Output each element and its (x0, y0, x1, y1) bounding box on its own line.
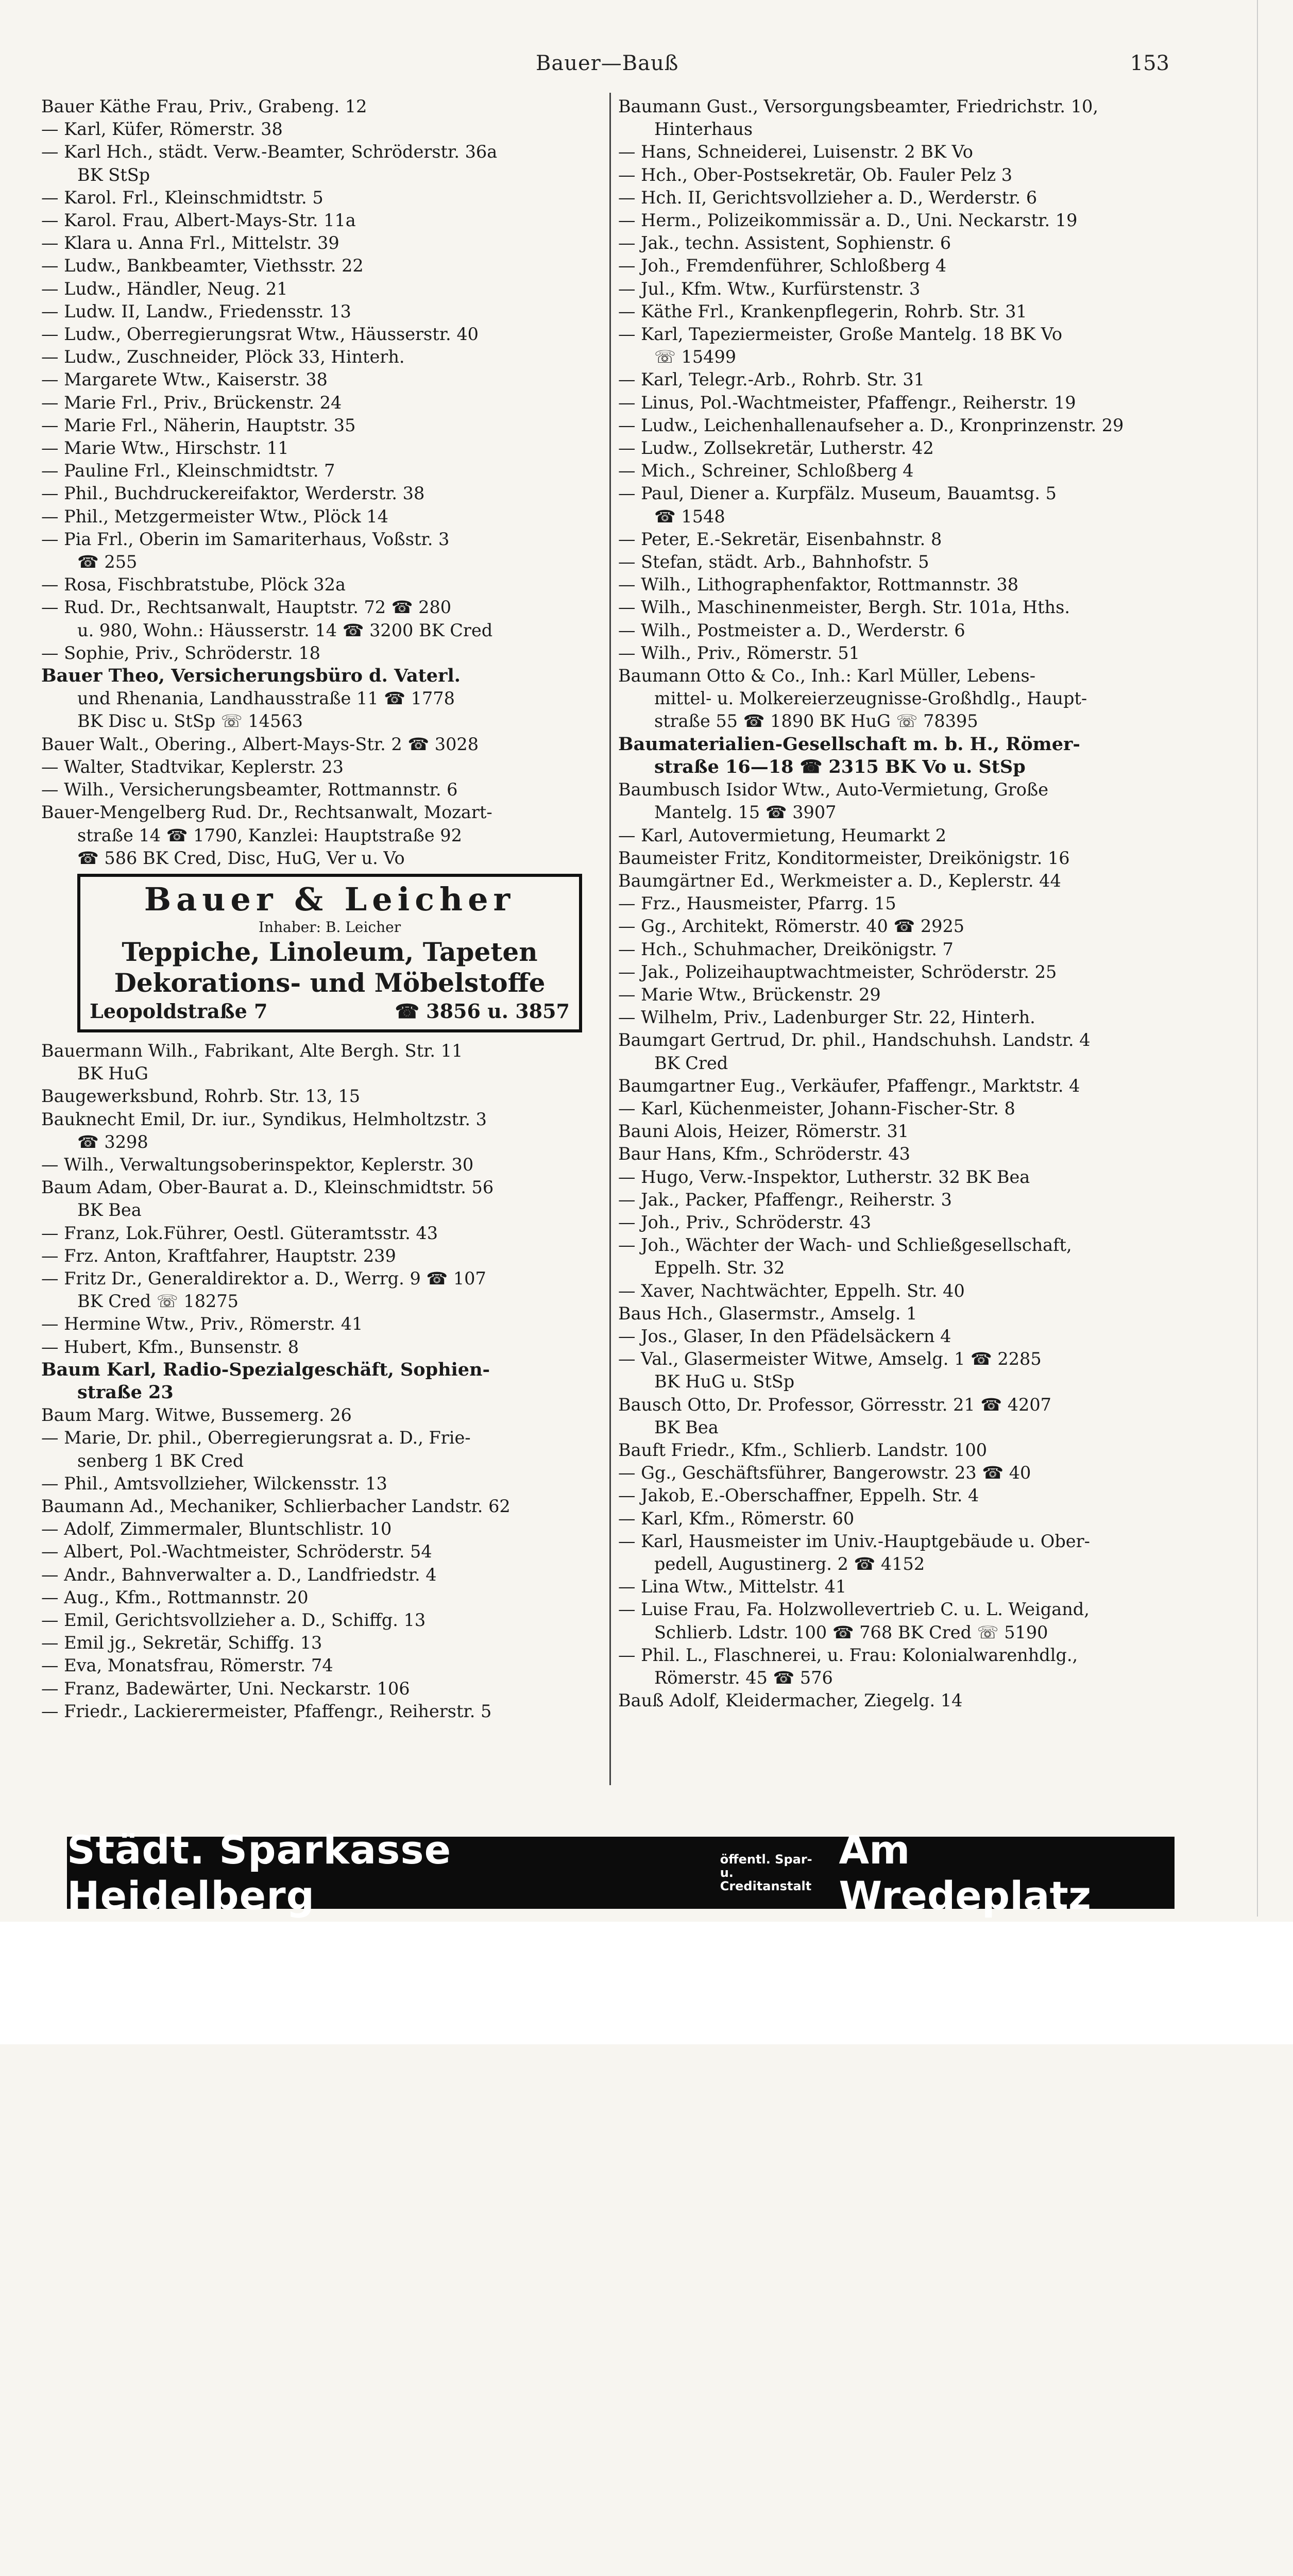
directory-entry: — Hubert, Kfm., Bunsenstr. 8 (41, 1336, 299, 1357)
directory-entry: — Wilh., Lithographenfaktor, Rottmannstr. 38 (618, 574, 1019, 595)
directory-entry: BK Cred ☏ 18275 (77, 1291, 239, 1312)
directory-entry: — Klara u. Anna Frl., Mittelstr. 39 (41, 233, 339, 253)
directory-entry: Baumann Otto & Co., Inh.: Karl Müller, Lebens- (618, 666, 1036, 686)
directory-entry: — Herm., Polizeikommissär a. D., Uni. Neckarstr. 19 (618, 210, 1078, 231)
directory-entry: — Karl, Küchenmeister, Johann-Fischer-Str. 8 (618, 1098, 1015, 1118)
directory-entry: Baumeister Fritz, Konditormeister, Dreikönigstr. 16 (618, 848, 1070, 868)
directory-entry: Baumbusch Isidor Wtw., Auto-Vermietung, Große (618, 779, 1049, 800)
directory-entry: — Fritz Dr., Generaldirektor a. D., Werrg. 9 ☎ 107 (41, 1268, 486, 1289)
directory-entry: — Hch. II, Gerichtsvollzieher a. D., Werderstr. 6 (618, 187, 1037, 208)
directory-entry: — Frz., Hausmeister, Pfarrg. 15 (618, 893, 896, 914)
directory-entry: ☎ 586 BK Cred, Disc, HuG, Ver u. Vo (77, 848, 405, 868)
left-column (41, 95, 587, 1723)
directory-entry: — Jul., Kfm. Wtw., Kurfürstenstr. 3 (618, 278, 921, 299)
directory-entry: — Phil., Buchdruckereifaktor, Werderstr. 38 (41, 483, 425, 504)
advertisement-bauer-leicher (77, 874, 582, 1032)
directory-entry: BK Bea (654, 1417, 719, 1437)
ad-title: Bauer & Leicher (144, 880, 516, 918)
directory-entry: BK StSp (77, 164, 150, 185)
footer (0, 1922, 1293, 2044)
directory-entry: Baum Adam, Ober-Baurat a. D., Kleinschmidtstr. 56 (41, 1177, 494, 1198)
directory-entry: senberg 1 BK Cred (77, 1450, 244, 1471)
directory-entry: Baumgart Gertrud, Dr. phil., Handschuhsh. Landstr. 4 (618, 1030, 1091, 1050)
directory-entry: — Ludw., Leichenhallenaufseher a. D., Kronprinzenstr. 29 (618, 415, 1124, 435)
directory-entry: — Wilh., Postmeister a. D., Werderstr. 6 (618, 620, 965, 640)
directory-entry: — Karl, Telegr.-Arb., Rohrb. Str. 31 (618, 369, 925, 390)
directory-entry: — Karl, Autovermietung, Heumarkt 2 (618, 825, 947, 845)
directory-entry: Bauer-Mengelberg Rud. Dr., Rechtsanwalt, Mozart- (41, 802, 492, 823)
directory-entry: — Pauline Frl., Kleinschmidtstr. 7 (41, 461, 335, 481)
directory-entry: — Ludw. II, Landw., Friedensstr. 13 (41, 301, 351, 321)
directory-entry: Bauer Käthe Frau, Priv., Grabeng. 12 (41, 96, 367, 116)
directory-entry: pedell, Augustinerg. 2 ☎ 4152 (654, 1554, 925, 1574)
directory-entry: — Ludw., Zuschneider, Plöck 33, Hinterh. (41, 347, 405, 367)
directory-entry: — Karl, Hausmeister im Univ.-Hauptgebäude u. Ober- (618, 1531, 1090, 1551)
directory-entry: Mantelg. 15 ☎ 3907 (654, 802, 837, 823)
directory-entry: — Phil. L., Flaschnerei, u. Frau: Kolonialwarenhdlg., (618, 1645, 1078, 1665)
left-entries-bottom (41, 1040, 587, 1723)
directory-entry: Bauermann Wilh., Fabrikant, Alte Bergh. Str. 11 (41, 1040, 463, 1061)
directory-entry: — Joh., Fremdenführer, Schloßberg 4 (618, 256, 947, 276)
directory-entry: BK Cred (654, 1053, 728, 1073)
directory-entry: — Wilh., Verwaltungsoberinspektor, Keplerstr. 30 (41, 1154, 474, 1175)
directory-entry: — Phil., Metzgermeister Wtw., Plöck 14 (41, 506, 388, 527)
directory-entry: — Jak., Polizeihauptwachtmeister, Schröderstr. 25 (618, 961, 1057, 982)
directory-entry: — Marie, Dr. phil., Oberregierungsrat a. D., Frie- (41, 1428, 471, 1448)
bank-name: Städt. Sparkasse Heidelberg (67, 1827, 452, 1919)
directory-entry: Baumgartner Eug., Verkäufer, Pfaffengr., Marktstr. 4 (618, 1075, 1080, 1096)
left-entries-top (41, 95, 587, 870)
directory-entry: Hinterhaus (654, 119, 753, 140)
ad-footer (86, 998, 574, 1024)
directory-entry: — Emil, Gerichtsvollzieher a. D., Schiffg. 13 (41, 1609, 426, 1630)
bank-subtitle (720, 1853, 830, 1893)
directory-entry: Römerstr. 45 ☎ 576 (654, 1668, 833, 1688)
directory-entry: — Joh., Priv., Schröderstr. 43 (618, 1212, 872, 1232)
directory-entry: u. 980, Wohn.: Häusserstr. 14 ☎ 3200 BK Cred (77, 620, 493, 640)
directory-entry: Bauer Walt., Obering., Albert-Mays-Str. 2 ☎ 3028 (41, 734, 479, 754)
directory-entry: Baumann Gust., Versorgungsbeamter, Friedrichstr. 10, (618, 96, 1098, 116)
directory-entry: — Marie Frl., Priv., Brückenstr. 24 (41, 392, 342, 413)
directory-entry: — Margarete Wtw., Kaiserstr. 38 (41, 369, 328, 390)
directory-entry: — Ludw., Bankbeamter, Viethsstr. 22 (41, 256, 364, 276)
ad-address: Leopoldstraße 7 (90, 999, 268, 1023)
directory-entry: — Linus, Pol.-Wachtmeister, Pfaffengr., Reiherstr. 19 (618, 392, 1076, 413)
directory-entry: Bauknecht Emil, Dr. iur., Syndikus, Helmholtzstr. 3 (41, 1109, 487, 1129)
directory-entry: — Jakob, E.-Oberschaffner, Eppelh. Str. 4 (618, 1485, 979, 1506)
page-number: 153 (1130, 52, 1169, 75)
directory-entry: — Hermine Wtw., Priv., Römerstr. 41 (41, 1314, 363, 1334)
directory-entry: — Hch., Ober-Postsekretär, Ob. Fauler Pelz 3 (618, 164, 1013, 185)
directory-entry: BK HuG (77, 1063, 148, 1084)
directory-entry: — Xaver, Nachtwächter, Eppelh. Str. 40 (618, 1280, 965, 1301)
directory-entry: — Walter, Stadtvikar, Keplerstr. 23 (41, 756, 344, 777)
directory-entry: — Pia Frl., Oberin im Samariterhaus, Voßstr. 3 (41, 529, 450, 549)
directory-entry: — Käthe Frl., Krankenpflegerin, Rohrb. Str. 31 (618, 301, 1027, 321)
directory-entry: — Rud. Dr., Rechtsanwalt, Hauptstr. 72 ☎ 280 (41, 597, 452, 618)
bank-advertisement-banner (67, 1827, 1175, 1919)
directory-entry: — Karl, Küfer, Römerstr. 38 (41, 119, 283, 140)
directory-entry: — Gg., Geschäftsführer, Bangerowstr. 23 ☎ 40 (618, 1463, 1031, 1483)
directory-entry: Baumgärtner Ed., Werkmeister a. D., Keplerstr. 44 (618, 870, 1061, 891)
directory-entry: Baumann Ad., Mechaniker, Schlierbacher Landstr. 62 (41, 1496, 511, 1516)
directory-entry: — Mich., Schreiner, Schloßberg 4 (618, 461, 914, 481)
directory-entry: — Lina Wtw., Mittelstr. 41 (618, 1577, 847, 1597)
directory-entry: BK HuG u. StSp (654, 1371, 795, 1392)
directory-entry: — Frz. Anton, Kraftfahrer, Hauptstr. 239 (41, 1245, 396, 1266)
directory-entry: Bausch Otto, Dr. Professor, Görresstr. 21 ☎ 4207 (618, 1394, 1051, 1415)
directory-entry: Baugewerksbund, Rohrb. Str. 13, 15 (41, 1086, 361, 1107)
ad-line-fabrics: Dekorations- und Möbelstoffe (114, 967, 546, 998)
directory-entry: — Jak., Packer, Pfaffengr., Reiherstr. 3 (618, 1189, 952, 1210)
directory-entry: Baus Hch., Glasermstr., Amselg. 1 (618, 1303, 917, 1324)
directory-entry: — Joh., Wächter der Wach- und Schließgesellschaft, (618, 1235, 1072, 1256)
directory-entry: — Karl Hch., städt. Verw.-Beamter, Schröderstr. 36a (41, 142, 498, 162)
directory-entry: — Wilh., Maschinenmeister, Bergh. Str. 101a, Hths. (618, 597, 1070, 618)
directory-entry: — Marie Wtw., Brückenstr. 29 (618, 984, 881, 1005)
directory-entry: — Eva, Monatsfrau, Römerstr. 74 (41, 1655, 333, 1676)
column-divider (609, 93, 611, 1785)
directory-entry: — Karol. Frau, Albert-Mays-Str. 11a (41, 210, 356, 231)
directory-entry: und Rhenania, Landhausstraße 11 ☎ 1778 (77, 688, 455, 709)
directory-entry: straße 55 ☎ 1890 BK HuG ☏ 78395 (654, 711, 978, 732)
page-header (536, 52, 1169, 82)
page-title: Bauer—Bauß (536, 52, 679, 75)
directory-entry: ☏ 15499 (654, 347, 737, 367)
directory-entry: — Jos., Glaser, In den Pfädelsäckern 4 (618, 1326, 951, 1346)
directory-entry: BK Disc u. StSp ☏ 14563 (77, 711, 303, 732)
directory-entry: — Franz, Lok.Führer, Oestl. Güteramtsstr. 43 (41, 1223, 438, 1243)
directory-entry: — Hugo, Verw.-Inspektor, Lutherstr. 32 BK Bea (618, 1166, 1030, 1187)
bank-subtitle-line2: Creditanstalt (720, 1879, 812, 1893)
directory-entry: — Karl, Kfm., Römerstr. 60 (618, 1508, 855, 1529)
directory-entry: — Karl, Tapeziermeister, Große Mantelg. 18 BK Vo (618, 324, 1063, 345)
directory-entry: — Adolf, Zimmermaler, Bluntschlistr. 10 (41, 1519, 392, 1539)
directory-entry: — Luise Frau, Fa. Holzwollevertrieb C. u. L. Weigand, (618, 1599, 1090, 1620)
directory-entry: — Val., Glasermeister Witwe, Amselg. 1 ☎ 2285 (618, 1349, 1042, 1369)
directory-entry: Baum Marg. Witwe, Bussemerg. 26 (41, 1405, 352, 1426)
page-edge-rule (1257, 0, 1258, 1917)
directory-entry: mittel- u. Molkereierzeugnisse-Großhdlg., Haupt- (654, 688, 1087, 709)
directory-entry: Bauer Theo, Versicherungsbüro d. Vaterl. (41, 665, 461, 687)
directory-entry: ☎ 3298 (77, 1131, 148, 1152)
directory-entry: — Sophie, Priv., Schröderstr. 18 (41, 642, 320, 663)
directory-entry: — Jak., techn. Assistent, Sophienstr. 6 (618, 233, 951, 253)
ad-line-products: Teppiche, Linoleum, Tapeten (122, 936, 538, 967)
directory-entry: — Wilh., Priv., Römerstr. 51 (618, 642, 860, 663)
directory-entry: — Aug., Kfm., Rottmannstr. 20 (41, 1587, 309, 1607)
directory-entry: — Franz, Badewärter, Uni. Neckarstr. 106 (41, 1678, 410, 1699)
directory-entry: — Wilh., Versicherungsbeamter, Rottmannstr. 6 (41, 779, 458, 800)
directory-entry: Baum Karl, Radio-Spezialgeschäft, Sophien- (41, 1359, 490, 1380)
right-entries (618, 95, 1180, 1712)
directory-entry: — Peter, E.-Sekretär, Eisenbahnstr. 8 (618, 529, 942, 549)
directory-entry: Baur Hans, Kfm., Schröderstr. 43 (618, 1144, 910, 1164)
bank-subtitle-line1: öffentl. Spar- u. (720, 1852, 812, 1880)
directory-entry: — Phil., Amtsvollzieher, Wilckensstr. 13 (41, 1473, 387, 1494)
directory-entry: — Hans, Schneiderei, Luisenstr. 2 BK Vo (618, 142, 973, 162)
directory-entry: — Gg., Architekt, Römerstr. 40 ☎ 2925 (618, 916, 965, 937)
directory-entry: Eppelh. Str. 32 (654, 1258, 785, 1278)
directory-entry: ☎ 255 (77, 552, 138, 572)
right-column (618, 95, 1180, 1712)
bank-location: Am Wredeplatz (839, 1827, 1092, 1919)
directory-entry: Bauft Friedr., Kfm., Schlierb. Landstr. 100 (618, 1439, 988, 1460)
directory-entry: — Paul, Diener a. Kurpfälz. Museum, Bauamtsg. 5 (618, 483, 1057, 504)
directory-entry: Schlierb. Ldstr. 100 ☎ 768 BK Cred ☏ 5190 (654, 1622, 1048, 1642)
directory-entry: — Andr., Bahnverwalter a. D., Landfriedstr. 4 (41, 1564, 437, 1585)
directory-entry: — Wilhelm, Priv., Ladenburger Str. 22, Hinterh. (618, 1007, 1035, 1028)
directory-entry: — Emil jg., Sekretär, Schiffg. 13 (41, 1633, 322, 1653)
directory-entry: Bauß Adolf, Kleidermacher, Ziegelg. 14 (618, 1690, 963, 1711)
directory-entry: — Ludw., Zollsekretär, Lutherstr. 42 (618, 438, 934, 459)
directory-entry: — Hch., Schuhmacher, Dreikönigstr. 7 (618, 939, 954, 959)
ad-phone: ☎ 3856 u. 3857 (395, 999, 570, 1023)
directory-entry: Baumaterialien-Gesellschaft m. b. H., Römer- (618, 733, 1080, 755)
directory-entry: Bauni Alois, Heizer, Römerstr. 31 (618, 1121, 909, 1142)
directory-entry: — Albert, Pol.-Wachtmeister, Schröderstr. 54 (41, 1541, 432, 1562)
ad-owner: Inhaber: B. Leicher (258, 918, 401, 936)
directory-entry: — Rosa, Fischbratstube, Plöck 32a (41, 574, 346, 595)
directory-entry: — Ludw., Händler, Neug. 21 (41, 278, 288, 299)
directory-entry: — Ludw., Oberregierungsrat Wtw., Häusserstr. 40 (41, 324, 479, 345)
directory-entry: — Karol. Frl., Kleinschmidtstr. 5 (41, 187, 324, 208)
directory-entry: straße 16—18 ☎ 2315 BK Vo u. StSp (654, 756, 1026, 777)
directory-entry: — Stefan, städt. Arb., Bahnhofstr. 5 (618, 552, 929, 572)
directory-entry: — Friedr., Lackierermeister, Pfaffengr., Reiherstr. 5 (41, 1701, 492, 1721)
directory-entry: BK Bea (77, 1200, 142, 1221)
directory-entry: straße 23 (77, 1381, 174, 1403)
directory-entry: straße 14 ☎ 1790, Kanzlei: Hauptstraße 92 (77, 825, 462, 845)
directory-entry: — Marie Wtw., Hirschstr. 11 (41, 438, 289, 459)
directory-entry: ☎ 1548 (654, 506, 725, 527)
directory-entry: — Marie Frl., Näherin, Hauptstr. 35 (41, 415, 356, 435)
